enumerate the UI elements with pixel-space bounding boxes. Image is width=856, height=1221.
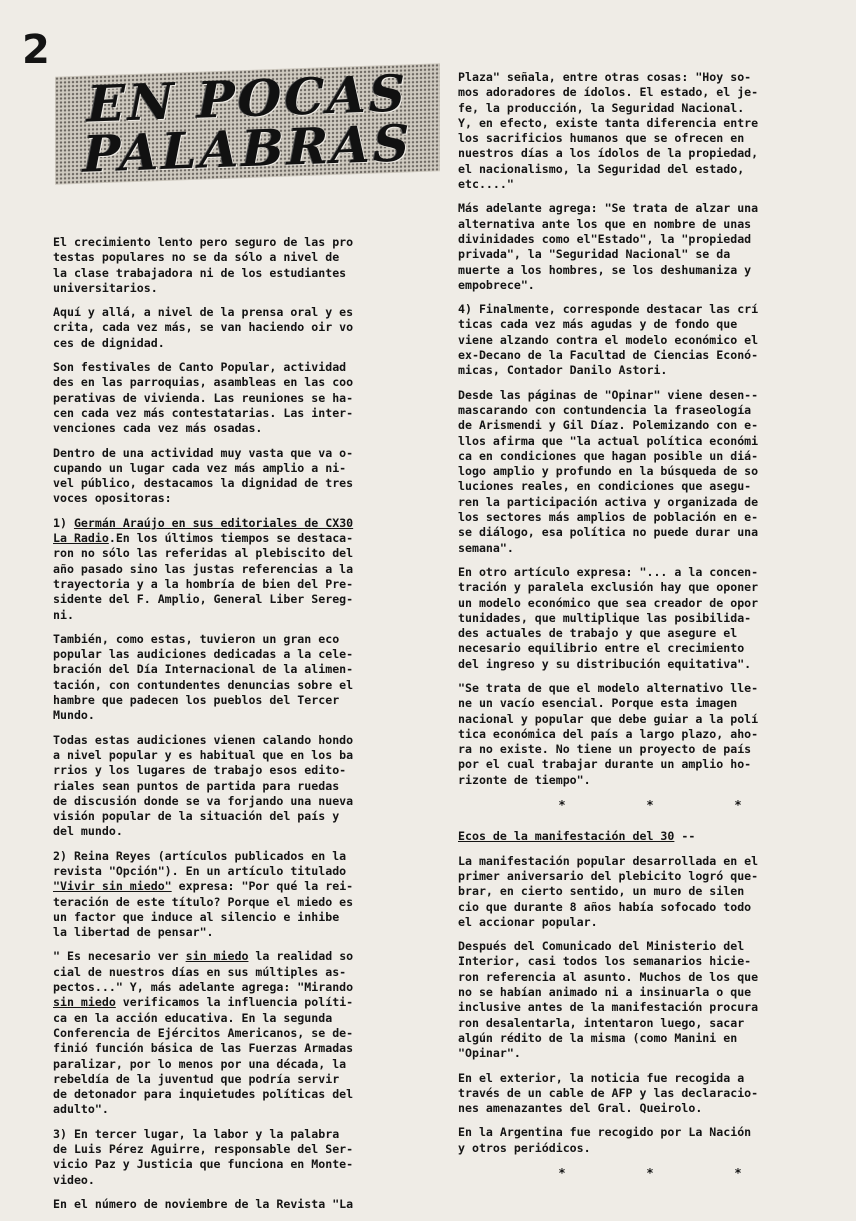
- text-run: " Es necesario ver: [53, 949, 186, 964]
- heading-dash: --: [674, 829, 696, 844]
- paragraph: Plaza" señala, entre otras cosas: "Hoy so- mos adoradores de ídolos. El estado, el je- fe, la producción, la Seguridad Nacional. Y, en efecto, existe tanta diferencia entre los sacrificios humanos que se ofrecen en nuestros días a los ídolos de la propiedad, el nacionalismo, la Seguridad del estado, etc....": [458, 70, 759, 192]
- section-heading-text: Ecos de la manifestación del 30: [458, 829, 675, 844]
- paragraph-araujo: [53, 516, 433, 623]
- paragraph: También, como estas, tuvieron un gran eco popular las audiciones dedicadas a la cele- bración del Día Internacional de la alimen- tación, con contundentes denuncias sobre el hambre que padecen los pueblos del Tercer Mundo.: [53, 631, 354, 723]
- paragraph: 3) En tercer lugar, la labor y la palabra de Luis Pérez Aguirre, responsable del Ser- vicio Paz y Justicia que funciona en Monte- video.: [53, 1126, 354, 1187]
- paragraph: La manifestación popular desarrollada en el primer aniversario del plebicito logró que- brar, en cierto sentido, un muro de silen cio que durante 8 años había sofocado todo el accionar popular.: [458, 853, 759, 929]
- divider-star: *: [646, 1166, 654, 1180]
- paragraph-sin-miedo: [53, 949, 433, 1117]
- divider-star: *: [558, 1166, 566, 1180]
- divider-star: *: [558, 798, 566, 813]
- right-column: [458, 70, 842, 1197]
- section-divider: [458, 1166, 842, 1181]
- divider-star: *: [646, 798, 654, 813]
- paragraph: Son festivales de Canto Popular, actividad des en las parroquias, asambleas en las coo perativas de vivienda. Las reuniones se ha- cen cada vez más contestatarias. Las inter- venciones cada vez más osadas.: [53, 360, 354, 436]
- paragraph: Todas estas audiciones vienen calando hondo a nivel popular y es habitual que en los ba rrios y los lugares de trabajo esos edito- riales sean puntos de partida para ruedas de discusión donde se va forjando una nueva visión popular de la situación del país y del mundo.: [53, 732, 354, 839]
- paragraph: Más adelante agrega: "Se trata de alzar una alternativa ante los que en nombre de unas divinidades como el"Estado", la "propiedad privada", la "Seguridad Nacional" se da muerte a los hombres, se los deshumaniza y empobrece".: [458, 201, 759, 292]
- page-number: 2: [22, 27, 50, 73]
- paragraph-reina-reyes: [53, 849, 433, 941]
- underlined-phrase: sin miedo: [53, 995, 116, 1010]
- text-run: 2) Reina Reyes (artículos publicados en la revista "Opción"). En un artículo titulado: [53, 848, 347, 878]
- paragraph: "Se trata de que el modelo alternativo lle- ne un vacío esencial. Porque esta imagen nacional y popular que debe guiar a la polí tica económica del país a largo plazo, aho- ra no existe. No tiene un proyecto de país por el cual trabajar durante un amplio ho- rizonte de tiempo".: [458, 680, 759, 787]
- text-run: .En los últimos tiempos se destaca- ron no sólo las referidas al plebiscito del año pasado sino las justas referencias a la trayectoria y a la hombría de bien del Pre- sidente del F. Amplio, General Liber Sereg- ni.: [53, 531, 354, 622]
- paragraph: Después del Comunicado del Ministerio del Interior, casi todos los semanarios hicie- ron referencia al asunto. Muchos de los que no se habían animado ni a insinuarla o que inclusive antes de la manifestación procura ron desalentarla, intentaron luego, sacar algún rédito de la misma (como Manini en "Opinar".: [458, 939, 759, 1061]
- underlined-phrase: sin miedo: [185, 949, 249, 964]
- paragraph: En la Argentina fue recogido por La Nación y otros periódicos.: [458, 1125, 752, 1155]
- masthead-line-2: PALABRAS: [82, 113, 413, 184]
- paragraph: 4) Finalmente, corresponde destacar las crí ticas cada vez más agudas y de fondo que viene alzando contra el modelo económico el ex-Decano de la Facultad de Ciencias Econó- micas, Contador Danilo Astori.: [458, 302, 759, 378]
- left-column: [53, 235, 433, 1221]
- text-run: verificamos la influencia políti- ca en la acción educativa. En la segunda Conferencia de Ejércitos Americanos, se de- finió función básica de las Fuerzas Armadas paralizar, por lo menos por una década, la rebeldía de la juventud que podría servir de detonador para inquietudes políticas del adulto".: [53, 995, 354, 1117]
- underlined-phrase: Germán Araújo en sus editoriales de CX30 La Radio: [53, 515, 354, 546]
- text-run: la realidad so cial de nuestros días en sus múltiples as- pectos..." Y, más adelante agrega: "Mirando: [53, 949, 354, 995]
- text-run: expresa: "Por qué la rei- teración de este título? Porque el miedo es un factor que induce al silencio e inhibe la libertad de pensar".: [53, 879, 354, 940]
- divider-star: *: [734, 798, 742, 813]
- paragraph: En otro artículo expresa: "... a la concen- tración y paralela exclusión hay que oponer un modelo económico que sea creador de opor tunidades, que multiplique las posibilida- des actuales de trabajo y que asegure el necesario equilibrio entre el crecimiento del ingreso y su distribución equitativa".: [458, 564, 759, 671]
- paragraph: El crecimiento lento pero seguro de las pro testas populares no se da sólo a nivel de la clase trabajadora ni de los estudiantes universitarios.: [53, 235, 354, 295]
- section-heading: [458, 829, 842, 844]
- paragraph: En el número de noviembre de la Revista "La: [53, 1196, 354, 1211]
- underlined-phrase: "Vivir sin miedo": [53, 879, 172, 894]
- paragraph: Aquí y allá, a nivel de la prensa oral y es crita, cada vez más, se van haciendo oir vo ces de dignidad.: [53, 305, 354, 350]
- paragraph: Dentro de una actividad muy vasta que va o- cupando un lugar cada vez más amplio a ni- vel público, destacamos la dignidad de tres voces opositoras:: [53, 445, 354, 506]
- masthead-en-pocas-palabras: [55, 63, 440, 184]
- masthead-line-1: EN POCAS: [86, 63, 409, 134]
- divider-star: *: [734, 1166, 742, 1180]
- paragraph: Desde las páginas de "Opinar" viene desen-- mascarando con contundencia la fraseología de Arismendi y Gil Díaz. Polemizando con e- llos afirma que "la actual política económi ca en condiciones que hagan posible un diá- logo amplio y profundo en la búsqueda de so luciones reales, en condiciones que asegu- ren la participación activa y organizada de los sectores más amplios de población en e- se diálogo, esa política no puede durar una semana".: [458, 387, 759, 555]
- paragraph: En el exterior, la noticia fue recogida a través de un cable de AFP y las declaracio- nes amenazantes del Gral. Queirolo.: [458, 1070, 759, 1116]
- list-number: 1): [53, 515, 74, 530]
- section-divider: [458, 798, 842, 813]
